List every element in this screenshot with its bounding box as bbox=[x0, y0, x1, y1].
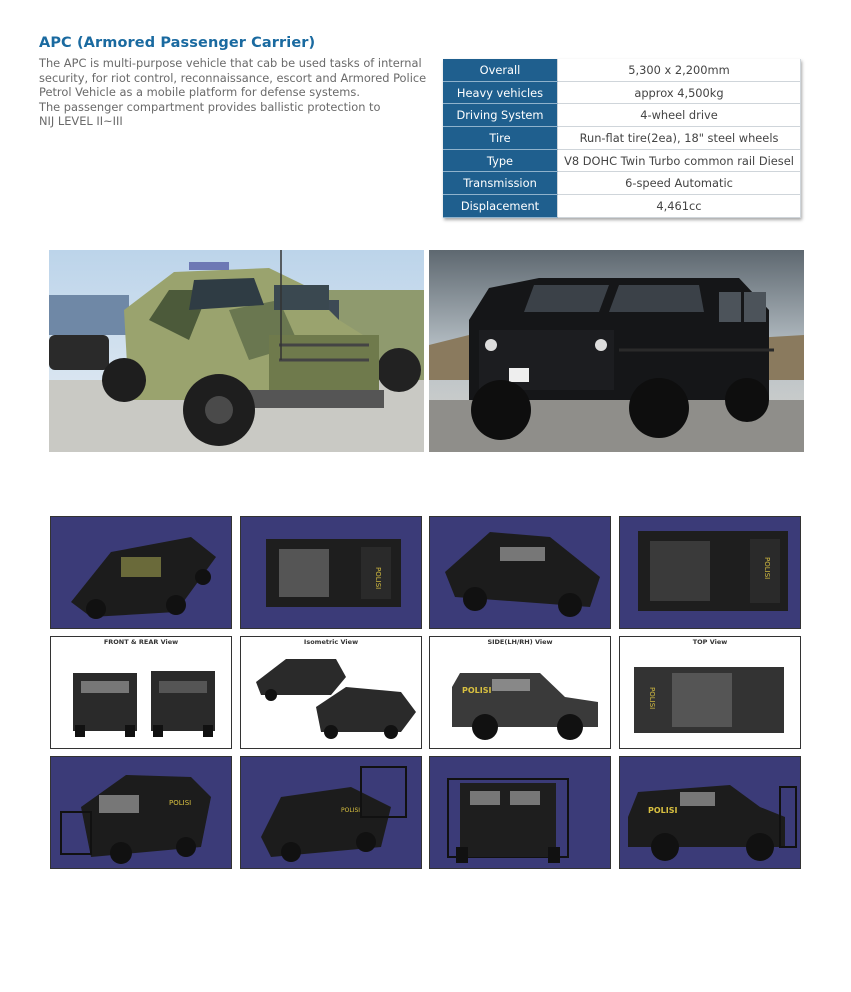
table-row bbox=[443, 81, 801, 104]
spec-label: Displacement bbox=[443, 195, 558, 218]
description-line: The passenger compartment provides ballistic protection to bbox=[39, 99, 381, 114]
spec-label: Driving System bbox=[443, 104, 558, 127]
table-row bbox=[443, 172, 801, 195]
side-drawing bbox=[429, 636, 611, 749]
spec-value: Run-flat tire(2ea), 18" steel wheels bbox=[558, 127, 801, 150]
spec-value: 4,461cc bbox=[558, 195, 801, 218]
table-row bbox=[443, 127, 801, 150]
cad-render-thumbnail bbox=[50, 516, 232, 629]
description-line: security, for riot control, reconnaissance, escort and Armored Police bbox=[39, 70, 427, 85]
page-title: APC (Armored Passenger Carrier) bbox=[39, 35, 316, 51]
cad-render-thumbnail bbox=[429, 756, 611, 869]
cad-render-thumbnail bbox=[240, 756, 422, 869]
polisi-marking: POLISI bbox=[374, 567, 382, 590]
spec-label: Overall bbox=[443, 59, 558, 81]
polisi-marking: POLISI bbox=[341, 807, 361, 814]
description-line: Petrol Vehicle as a mobile platform for defense systems. bbox=[39, 85, 360, 99]
description-line: The APC is multi-purpose vehicle that cab be used tasks of internal bbox=[39, 56, 422, 70]
table-row bbox=[443, 104, 801, 127]
spec-value: V8 DOHC Twin Turbo common rail Diesel bbox=[558, 149, 801, 172]
polisi-marking: POLISI bbox=[169, 799, 192, 807]
drawing-caption: FRONT & REAR View bbox=[103, 638, 179, 646]
black-apc-photo bbox=[429, 250, 804, 452]
spec-table bbox=[443, 59, 801, 218]
description-line: NIJ LEVEL II~III bbox=[39, 114, 123, 128]
drawing-caption: Isometric View bbox=[303, 638, 359, 646]
spec-label: Transmission bbox=[443, 172, 558, 195]
drawing-caption: SIDE(LH/RH) View bbox=[487, 638, 553, 646]
spec-value: 6-speed Automatic bbox=[558, 172, 801, 195]
polisi-marking: POLISI bbox=[462, 686, 492, 695]
cad-render-thumbnail bbox=[50, 756, 232, 869]
spec-label: Heavy vehicles bbox=[443, 81, 558, 104]
cad-render-thumbnail bbox=[619, 516, 801, 629]
camouflage-apc-photo bbox=[49, 250, 424, 452]
polisi-marking: POLISI bbox=[763, 557, 771, 580]
cad-render-thumbnail bbox=[240, 516, 422, 629]
description bbox=[39, 56, 439, 129]
spec-value: 4-wheel drive bbox=[558, 104, 801, 127]
polisi-marking: POLISI bbox=[648, 806, 678, 815]
spec-value: 5,300 x 2,200mm bbox=[558, 59, 801, 81]
cad-render-thumbnail bbox=[619, 756, 801, 869]
polisi-marking: POLISI bbox=[648, 687, 656, 710]
spec-label: Type bbox=[443, 149, 558, 172]
table-row bbox=[443, 149, 801, 172]
table-row bbox=[443, 195, 801, 218]
front-rear-drawing bbox=[50, 636, 232, 749]
drawing-caption: TOP View bbox=[692, 638, 728, 646]
spec-value: approx 4,500kg bbox=[558, 81, 801, 104]
table-row bbox=[443, 59, 801, 81]
cad-render-thumbnail bbox=[429, 516, 611, 629]
top-drawing bbox=[619, 636, 801, 749]
isometric-drawing bbox=[240, 636, 422, 749]
spec-label: Tire bbox=[443, 127, 558, 150]
